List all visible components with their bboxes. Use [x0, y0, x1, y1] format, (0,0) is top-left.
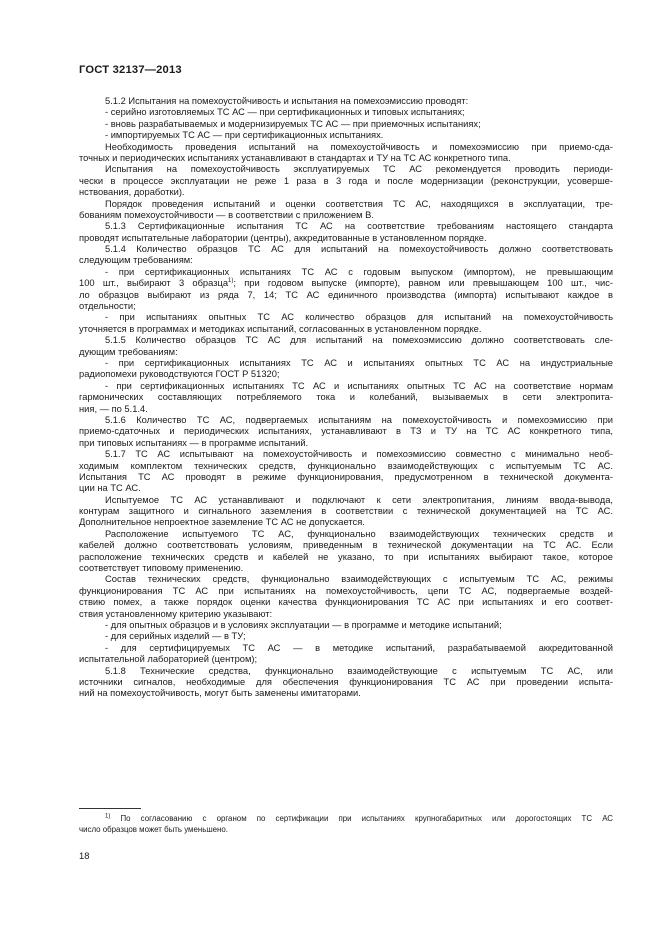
- text-line-content: испытательной лабораторией (центром);: [79, 654, 258, 665]
- text-line-content: 5.1.4 Количество образцов ТС АС для испытаний на помехоустойчивость должно соответствовать: [105, 244, 613, 255]
- text-line-content: Испытания ТС АС проводят в режиме функционирования, предусмотренном в технической документа-: [79, 471, 613, 482]
- text-line-content: ствию помех, а также порядок оценки качества функционирования ТС АС при испытаниях и его соответ-: [79, 597, 613, 608]
- text-line-content: - при испытаниях опытных ТС АС количество образцов для испытаний на помехоустойчивость: [105, 312, 613, 323]
- text-line-content: Необходимость проведения испытаний на помехоустойчивость и помехоэмиссию при приемо-сда-: [105, 141, 613, 152]
- text-line: [79, 358, 613, 369]
- text-line-content: - при сертификационных испытаниях ТС АС и испытаниях опытных ТС АС на соответствие нормам: [105, 380, 613, 391]
- text-line: [79, 335, 613, 346]
- text-line-content: соответствует типовому применению.: [79, 563, 244, 574]
- document-header: ГОСТ 32137—2013: [79, 64, 182, 76]
- text-line: [79, 199, 613, 210]
- text-line: [79, 449, 613, 460]
- text-line-content: точных и периодических испытаниях устанавливают в стандартах и ТУ на ТС АС конкретного типа.: [79, 152, 511, 163]
- text-line: [79, 107, 613, 118]
- text-line-content: Расположение испытуемого ТС АС, функционально взаимодействующих технических средств и: [105, 528, 613, 539]
- text-line-content: дующим требованиям:: [79, 346, 178, 357]
- text-line-content: следующим требованиям:: [79, 255, 193, 266]
- text-line: [79, 347, 613, 358]
- text-line-content: чески в процессе эксплуатации не реже 1 раза в 3 года и после модернизации (реконструкции, усоверше-: [79, 175, 613, 186]
- text-line-content: 100 шт., выбирают 3 образца: [79, 278, 229, 289]
- text-line: [79, 552, 613, 563]
- text-line: [79, 631, 613, 642]
- text-line: [79, 666, 613, 677]
- text-line: [79, 597, 613, 608]
- text-line-content: отдельности;: [79, 301, 136, 312]
- text-line: [79, 688, 613, 699]
- text-line-content: - серийно изготовляемых ТС АС — при сертификационных и типовых испытаниях;: [105, 107, 465, 118]
- text-line: [79, 495, 613, 506]
- text-line-content: - для опытных образцов и в условиях эксплуатации — в программе и методике испытаний;: [105, 619, 502, 630]
- text-line-content: ло образцов выбирают из ряда 7, 14; ТС АС единичного производства (импорта) испытывают каждое в: [79, 289, 613, 300]
- text-line: [79, 506, 613, 517]
- text-line-content: ствия установленному критерию указывают:: [79, 608, 273, 619]
- text-line-content: - для сертифицируемых ТС АС — в методике испытаний, разрабатываемой аккредитованной: [105, 642, 613, 653]
- text-line-content: 5.1.5 Количество образцов ТС АС для испытаний на помехоэмиссию должно соответствовать сле-: [105, 335, 613, 346]
- text-line: [79, 301, 613, 312]
- text-line: [79, 210, 613, 221]
- text-line-content: бованиям помехоустойчивости — в соответствии с приложением В.: [79, 209, 375, 220]
- text-line: [79, 540, 613, 551]
- text-line: [79, 187, 613, 198]
- text-line-content: ний на помехоустойчивость, могут быть заменены имитаторами.: [79, 688, 361, 699]
- text-line-content: 5.1.7 ТС АС испытывают на помехоустойчивость и помехоэмиссию совместно с минимально необ-: [105, 449, 613, 460]
- text-line-content: кабелей должно соответствовать условиям, приведенным в технической документации на ТС АС. Если: [79, 540, 613, 551]
- text-line-content: - вновь разрабатываемых и модернизируемых ТС АС — при приемочных испытаниях;: [105, 118, 481, 129]
- text-line: [79, 119, 613, 130]
- text-line: [79, 574, 613, 585]
- text-line: [79, 426, 613, 437]
- text-line-content: Порядок проведения испытаний и оценки соответствия ТС АС, находящихся в эксплуатации, тре-: [105, 198, 613, 209]
- text-line-content: ния, — по 5.1.4.: [79, 403, 148, 414]
- text-line: [79, 677, 613, 688]
- text-line-content: уточняется в программах и методиках испытаний, согласованных в установленном порядке.: [79, 323, 482, 334]
- text-line: [79, 267, 613, 278]
- text-line: [79, 643, 613, 654]
- text-line: [79, 130, 613, 141]
- footnote-reference: 1): [228, 278, 234, 285]
- text-line: [79, 609, 613, 620]
- text-line-content: приемо-сдаточных и периодических испытаниях, устанавливают в ТЗ и ТУ на ТС АС конкретного типа,: [79, 426, 613, 437]
- text-line-content: источники сигналов, необходимые для обеспечения функционирования ТС АС при проведении испыта-: [79, 676, 613, 687]
- text-line: [79, 312, 613, 323]
- text-line-content: проводят испытательные лаборатории (центры), аккредитованные в установленном порядке.: [79, 232, 487, 243]
- text-line-content: контурам защитного и сигнального заземления в соответствии с технической документацией на ТС АС.: [79, 506, 613, 517]
- text-line-continuation: ; при годовом выпуске (импорте), равном или превышающем 100 шт., чис-: [233, 278, 613, 289]
- footnote-separator: [79, 808, 141, 809]
- text-line-content: функционирования ТС АС при испытаниях на помехоустойчивость, цепи ТС АС, подвергаемые воздей-: [79, 585, 613, 596]
- text-line: [79, 153, 613, 164]
- text-line-content: при типовых испытаниях — в программе испытаний.: [79, 437, 309, 448]
- text-line: [79, 244, 613, 255]
- text-line-content: 5.1.6 Количество ТС АС, подвергаемых испытаниям на помехоустойчивость и помехоэмиссию при: [105, 414, 613, 425]
- body-text: [79, 96, 613, 700]
- text-line: [79, 472, 613, 483]
- text-line: [79, 392, 613, 403]
- text-line: [79, 96, 613, 107]
- text-line-content: 5.1.8 Технические средства, функционально взаимодействующие с испытуемым ТС АС, или: [105, 665, 613, 676]
- footnote: [79, 814, 613, 835]
- text-line: [79, 290, 613, 301]
- text-line-content: Состав технических средств, функционально взаимодействующих с испытуемым ТС АС, режимы: [105, 574, 613, 585]
- text-line: [79, 461, 613, 472]
- text-line-content: Испытания на помехоустойчивость эксплуатируемых ТС АС рекомендуется проводить периоди-: [105, 164, 613, 175]
- text-line: [79, 255, 613, 266]
- text-line: [79, 654, 613, 665]
- text-line: [79, 586, 613, 597]
- footnote-text-1: По согласованию с органом по сертификации при испытаниях крупногабаритных или дорогостоящих ТС АС: [110, 814, 613, 823]
- text-line-content: - при сертификационных испытаниях ТС АС с годовым выпуском (импортом), не превышающим: [105, 266, 613, 277]
- text-line-content: радиопомехи руководствуются ГОСТ Р 51320;: [79, 369, 280, 380]
- text-line: [79, 563, 613, 574]
- text-line: [79, 278, 613, 289]
- text-line-content: нствования, доработки).: [79, 187, 185, 198]
- footnote-line-1: [79, 814, 613, 825]
- text-line-content: 5.1.2 Испытания на помехоустойчивость и испытания на помехоэмиссию проводят:: [105, 96, 469, 106]
- text-line: [79, 221, 613, 232]
- text-line: [79, 620, 613, 631]
- text-line: [79, 176, 613, 187]
- text-line: [79, 324, 613, 335]
- text-line-content: - при сертификационных испытаниях ТС АС и испытаниях опытных ТС АС на индустриальные: [105, 357, 613, 368]
- text-line: [79, 369, 613, 380]
- text-line: [79, 404, 613, 415]
- text-line: [79, 142, 613, 153]
- text-line: [79, 233, 613, 244]
- text-line-content: расположение технических средств и кабелей не указано, то при испытаниях выбирают такое, которое: [79, 551, 613, 562]
- text-line-content: 5.1.3 Сертификационные испытания ТС АС на соответствие требованиям настоящего стандарта: [105, 221, 613, 232]
- footnote-marker: 1): [105, 813, 111, 820]
- text-line: [79, 483, 613, 494]
- text-line: [79, 415, 613, 426]
- text-line-content: Испытуемое ТС АС устанавливают и подключают к сети электропитания, линиям ввода-вывода,: [105, 494, 613, 505]
- text-line-content: - импортируемых ТС АС — при сертификационных испытаниях.: [105, 130, 384, 141]
- text-line-content: Дополнительное непроектное заземление ТС АС не допускается.: [79, 517, 365, 528]
- footnote-line-2: число образцов может быть уменьшено.: [79, 824, 228, 834]
- text-line-content: гармонических составляющих потребляемого тока и колебаний, вызываемых в сети электропита-: [79, 392, 613, 403]
- text-line: [79, 164, 613, 175]
- text-line: [79, 529, 613, 540]
- page-number: 18: [79, 851, 90, 861]
- text-line: [79, 381, 613, 392]
- text-line: [79, 517, 613, 528]
- text-line: [79, 438, 613, 449]
- text-line-content: ции на ТС АС.: [79, 483, 141, 494]
- text-line-content: - для серийных изделий — в ТУ;: [105, 631, 246, 642]
- text-line-content: ходимым комплектом технических средств, функционально взаимодействующих с испытуемым ТС АС.: [79, 460, 613, 471]
